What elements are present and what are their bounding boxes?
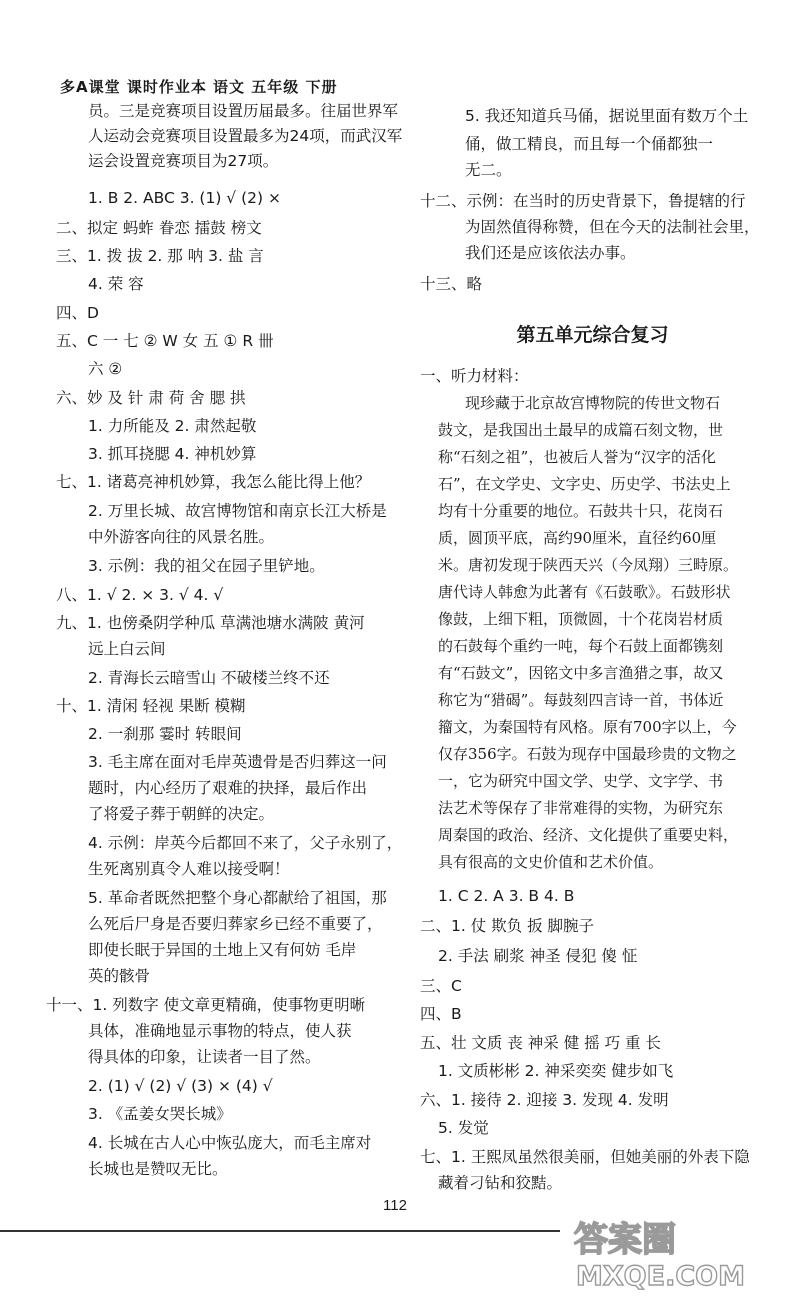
answer-line: 英的骸骨 [88,967,151,985]
answer-line: 了将爱子葬于朝鲜的决定。 [88,805,275,823]
passage-line: 鼓文，是我国出土最早的成篇石刻文物，世 [438,421,724,439]
answer-line: 1. C 2. A 3. B 4. B [438,887,575,905]
answer-line: 十二、示例：在当时的历史背景下，鲁提辖的行 [420,192,746,210]
answer-line: 三、C [420,977,462,995]
answer-line: 么死后尸身是否要归葬家乡已经不重要了， [88,915,383,933]
passage-line: 石”，在文学史、文字史、历史学、书法史上 [438,475,731,493]
answer-line: 六 ② [88,360,123,378]
passage-line: 唐代诗人韩愈为此著有《石鼓歌》。石鼓形状 [438,583,731,601]
answer-line: 四、B [420,1005,462,1023]
answer-line: 具体，准确地显示事物的特点，使人获 [88,1022,352,1040]
page-number: 112 [383,1197,407,1214]
text-line: 人运动会竞赛项目设置最多为24项，而武汉军 [88,127,403,145]
answer-line: 2. 万里长城、故宫博物馆和南京长江大桥是 [88,502,387,520]
answer-line: 5. 发觉 [438,1119,489,1137]
answer-line: 十一、1. 列数字 使文章更精确，使事物更明晰 [46,996,366,1014]
listening-label: 一、听力材料： [420,367,529,385]
passage-line: 法艺术等保存了非常难得的实物，为研究东 [438,799,724,817]
answer-line: 4. 示例：岸英今后都回不来了，父子永别了， [88,834,403,852]
answer-line: 三、1. 拨 拔 2. 那 呐 3. 盐 言 [56,247,264,265]
answer-line: 七、1. 诸葛亮神机妙算，我怎么能比得上他？ [56,473,371,491]
watermark-logo [570,1215,785,1290]
answer-line: 六、1. 接待 2. 迎接 3. 发现 4. 发明 [420,1091,669,1109]
answer-line: 即使长眠于异国的土地上又有何妨 毛岸 [88,941,357,959]
answer-line: 3. 示例：我的祖父在园子里铲地。 [88,557,325,575]
answer-line: 1. 文质彬彬 2. 神采奕奕 健步如飞 [438,1062,674,1080]
answer-line: 七、1. 王熙凤虽然很美丽，但她美丽的外表下隐 [420,1148,750,1166]
passage-line: 一，它为研究中国文学、史学、文字学、书 [438,772,724,790]
passage-line: 具有很高的文史价值和艺术价值。 [438,853,664,871]
answer-line: 九、1. 也傍桑阴学种瓜 草满池塘水满陂 黄河 [56,614,365,632]
answer-line: 4. 荣 容 [88,275,144,293]
svg-text:MXQE.COM: MXQE.COM [576,1261,745,1290]
answer-line: 无二。 [465,161,512,179]
divider [0,1230,560,1232]
passage-line: 现珍藏于北京故宫博物院的传世文物石 [465,394,721,412]
passage-line: 米。唐初发现于陕西天兴（今凤翔）三畤原。 [438,556,739,574]
passage-line: 仅存356字。石鼓为现存中国最珍贵的文物之 [438,745,737,763]
answer-line: 3. 抓耳挠腮 4. 神机妙算 [88,445,257,463]
answer-line: 生死离别真令人难以接受啊！ [88,860,290,878]
answer-line: 五、C ⼀ 七 ② W 女 五 ① R 卌 [56,332,274,350]
page-header: 多A课堂 课时作业本 语文 五年级 下册 [60,78,338,96]
answer-line: 得具体的印象，让读者一目了然。 [88,1048,321,1066]
text-line: 员。三是竞赛项目设置历届最多。往届世界军 [88,102,399,120]
answer-line: 3. 毛主席在面对毛岸英遗骨是否归葬这一问 [88,753,387,771]
answer-line: 俑，做工精良，而且每一个俑都独一 [465,135,714,153]
answer-line: 3. 《孟姜女哭长城》 [88,1105,232,1123]
svg-text:答案圈: 答案圈 [574,1220,676,1260]
answer-line: 2. 手法 刷浆 神圣 侵犯 傻 怔 [438,947,638,965]
passage-line: 的石鼓每个重约一吨，每个石鼓上面都镌刻 [438,637,724,655]
text-line: 运会设置竞赛项目为27项。 [88,152,279,170]
answer-line: 长城也是赞叹无比。 [88,1160,228,1178]
answer-line: 五、壮 文质 丧 神采 健 摇 巧 重 长 [420,1034,661,1052]
answer-line: 为固然值得称赞，但在今天的法制社会里， [465,218,760,236]
answer-line: 六、妙 及 针 肃 荷 舍 腮 拱 [56,389,246,407]
answer-line: 四、D [56,304,99,322]
passage-line: 籀文，为秦国特有风格。原有700字以上，今 [438,718,737,736]
passage-line: 均有十分重要的地位。石鼓共十只，花岗石 [438,502,724,520]
answer-line: 2. (1) √ (2) √ (3) × (4) √ [88,1077,273,1095]
answer-line: 远上白云间 [88,640,166,658]
passage-line: 质，圆顶平底，高约90厘米，直径约60厘 [438,529,717,547]
passage-line: 像鼓，上细下粗，顶微圆，十个花岗岩材质 [438,610,724,628]
answer-line: 十、1. 清闲 轻视 果断 模糊 [56,697,246,715]
answer-line: 2. 青海长云暗雪山 不破楼兰终不还 [88,669,330,687]
passage-line: 称它为“猎碣”。每鼓刻四言诗一首，书体近 [438,691,724,709]
passage-line: 有“石鼓文”，因铭文中多言渔猎之事，故又 [438,664,724,682]
answer-line: 题时，内心经历了艰难的抉择，最后作出 [88,779,368,797]
answer-line: 1. B 2. ABC 3. (1) √ (2) × [88,189,281,207]
answer-line: 4. 长城在古人心中恢弘庞大，而毛主席对 [88,1134,372,1152]
answer-line: 我们还是应该依法办事。 [465,244,636,262]
answer-line: 二、1. 仗 欺负 扳 脚腕子 [420,917,594,935]
section-title: 第五单元综合复习 [516,324,669,346]
answer-line: 中外游客向往的风景名胜。 [88,528,275,546]
answer-line: 5. 我还知道兵马俑，据说里面有数万个土 [465,107,749,125]
answer-line: 1. 力所能及 2. 肃然起敬 [88,417,257,435]
answer-line: 2. 一刹那 霎时 转眼间 [88,725,242,743]
passage-line: 称“石刻之祖”，也被后人誉为“汉字的活化 [438,448,717,466]
answer-line: 5. 革命者既然把整个身心都献给了祖国，那 [88,889,387,907]
answer-line: 十三、略 [420,275,483,293]
answer-line: 八、1. √ 2. × 3. √ 4. √ [56,586,224,604]
answer-line: 二、拟定 蚂蚱 眷恋 擂鼓 榜文 [56,219,262,237]
passage-line: 周秦国的政治、经济、文化提供了重要史料， [438,826,739,844]
answer-line: 藏着刁钻和狡黠。 [438,1174,563,1192]
